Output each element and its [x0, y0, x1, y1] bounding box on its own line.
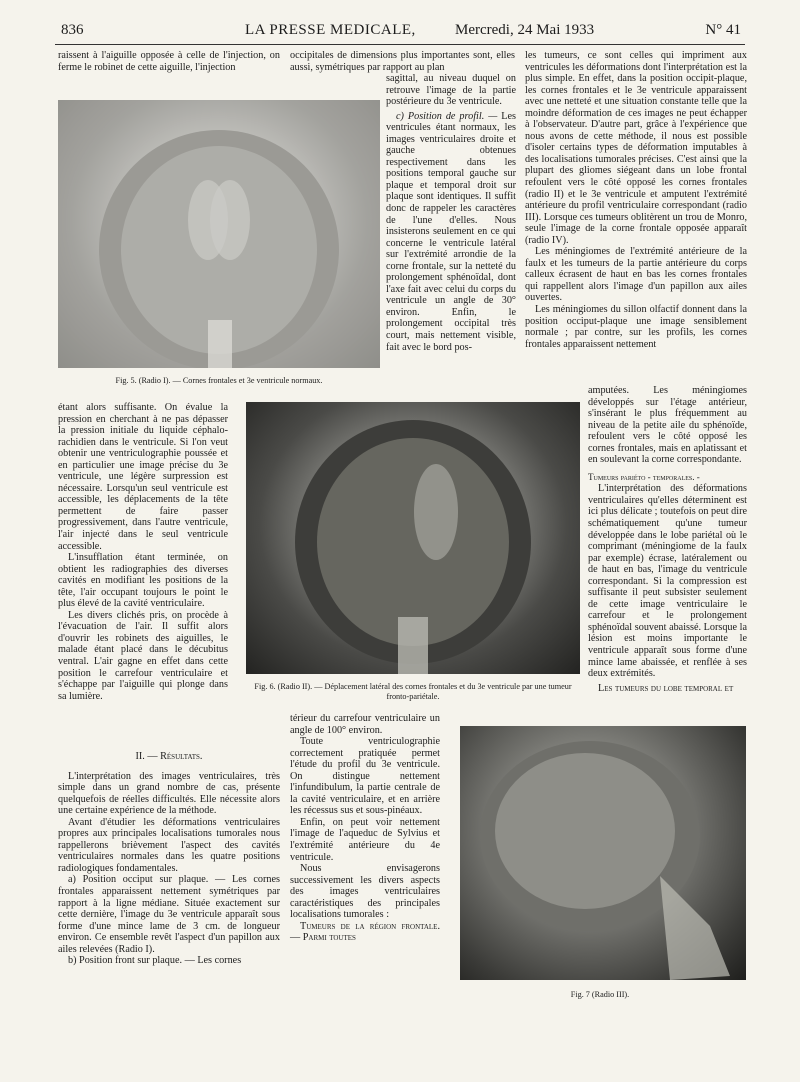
skull-frontal-icon — [246, 402, 580, 674]
page-number: 836 — [61, 22, 84, 38]
paragraph: amputées. Les méningiomes développés sur l'étage antérieur, s'insérant le plus fréquemment au niveau de la petite aile du sphénoïde, refoulent vers le côté opposé les cornes frontales, mais en aplatissant et en soulevant la corne correspondante. — [588, 385, 747, 466]
figure-5-caption: Fig. 5. (Radio I). — Cornes frontales et 3e ventricule normaux. — [115, 376, 323, 385]
middle-column-narrow — [386, 73, 516, 353]
issue-date: Mercredi, 24 Mai 1933 — [455, 22, 595, 38]
figure-5-xray-image — [58, 100, 380, 368]
paragraph — [386, 111, 516, 353]
skull-frontal-icon — [58, 100, 380, 368]
journal-title: LA PRESSE MEDICALE, — [245, 22, 416, 38]
paragraph: étant alors suffisante. On évalue la pression en cherchant à ne pas dépasser la pression initiale du liquide céphalo-rachidien dans le ventricule. Si l'on veut obtenir une ventriculographie poussée et en particulier une image précise du 3e ventricule, une légère surpression est nécessaire. Lorsqu'un seul ventricule est accessible, les déplacements de la tête permettent de faire passer progressivement, dans l'autre ventricule, l'air injecté dans le seul ventricule accessible. — [58, 402, 228, 552]
right-column-top — [525, 50, 747, 350]
paragraph: sagittal, au niveau duquel on retrouve l'image de la partie postérieure du 3e ventricule. — [386, 73, 516, 108]
paragraph: L'interprétation des déformations ventriculaires qu'elles déterminent est ici plus délicate ; toutefois on peut dire schématiquement qu'une tumeur développée dans le lobe pariétal où le comprimant (méningiome de la faulx par exemple) écrase, latéralement ou de haut en bas, l'image du ventricule correspondant. Si la compression est suffisante il peut subsister seulement de cette image ventriculaire le carrefour et le prolongement sphénoïdal souvent abaissé. Lorsque la lésion est moins importante le ventricule apparaît sous forme d'une mince lame abaissée, et renflée à ses deux extrémités. — [588, 483, 747, 680]
paragraph: Toute ventriculographie correctement pratiquée permet l'étude du profil du 3e ventricule. On distingue nettement l'infundibulum, la partie centrale de la cavité ventriculaire, et en arrière les récessus sus et sous-pinéaux. — [290, 736, 440, 817]
paragraph: Les divers clichés pris, on procède à l'évacuation de l'air. Il suffit alors d'ouvrir les robinets des aiguilles, le malade étant placé dans le décubitus ventral. L'air gagne en effet dans cette position le carrefour ventriculaire et s'échappe par l'aiguille qui plonge dans sa lumière. — [58, 609, 228, 702]
skull-profile-icon — [460, 726, 746, 980]
section-heading: Tumeurs pariéto - temporales. - — [588, 471, 700, 482]
paragraph: a) Position occiput sur plaque. — Les cornes frontales apparaissent nettement symétriques par rapport à la ligne médiane. Située exactement sur cette dernière, l'image du 3e ventricule apparaît sous forme d'une mince lame de 3 cm. de longueur environ. Ce ensemble revêt l'aspect d'un papillon aux ailes relevées (Radio I). — [58, 874, 280, 955]
paragraph: térieur du carrefour ventriculaire un angle de 100° environ. — [290, 713, 440, 736]
paragraph: L'interprétation des images ventriculaires, très simple dans un grand nombre de cas, présente quelquefois de réelles difficultés. Elle nécessite alors une certaine expérience de la méthode. — [58, 770, 280, 817]
paragraph: Les tumeurs du lobe temporal et — [598, 682, 734, 694]
paragraph: Enfin, on peut voir nettement l'image de l'aqueduc de Sylvius et l'extrémité antérieure du 4e ventricule. — [290, 816, 440, 863]
paragraph-body: Les ventricules étant normaux, les images ventriculaires droite et gauche obtenues respectivement dans les positions temporal gauche sur plaque et temporal droit sur plaque sont identiques. Il suffit donc de rappeler les caractères de l'une d'elles. Nous insisterons seulement en ce qui concerne le ventricule latéral sur l'extrémité arrondie de la corne frontale, sur la netteté du prolongement sphénoïdal, dont l'axe fait avec celui du corps du ventricule un angle de 30° environ. Enfin, le prolongement occipital très court, mais nettement visible, fait avec le bord pos- — [386, 110, 516, 353]
header-rule — [55, 44, 745, 45]
paragraph: Nous envisagerons successivement les divers aspects des images ventriculaires caractéristiques des principales localisations tumorales : — [290, 863, 440, 921]
paragraph: L'insufflation étant terminée, on obtient les radiographies des diverses cavités en modifiant les positions de la tête, l'air occupant toujours le point le plus élevé de la cavité ventriculaire. — [58, 552, 228, 610]
paragraph: b) Position front sur plaque. — Les cornes — [68, 955, 242, 967]
paragraph: les tumeurs, ce sont celles qui impriment aux ventricules les déformations dont l'interprétation est la plus simple. En effet, dans la position occipit-plaque, les cornes frontales et le 3e ventricule apparaissent avec une netteté et une situation constante telle que la moindre déformation de ces images ne peut échapper à l'observateur. D'autre part, grâce à l'expérience que nous avons de cette méthode, il nous est possible d'isoler certains types de déformation imputables à des localisations tumorales précises. C'est ainsi que la plupart des gliomes siégeant dans un lobe frontal refoulent vers le côté opposé les cornes frontales (radio II) et le 3e ventricule et amputent l'extrémité antérieure du profil ventriculaire correspondant (radio III). Lorsque ces tumeurs oblitèrent un trou de Monro, seule l'image de la corne frontale opposée apparaît (radio IV). — [525, 50, 747, 246]
running-header — [55, 18, 745, 42]
left-column-middle — [58, 402, 228, 702]
issue-number: N° 41 — [705, 22, 741, 38]
subheading: c) Position de profil. — — [396, 110, 498, 122]
paragraph: Les méningiomes du sillon olfactif donnent dans la position occiput-plaque une image sensiblement normale ; par contre, sur les profils, les cornes frontales apparaissent nettement — [525, 304, 747, 350]
paragraph: Les méningiomes de l'extrémité antérieure de la faulx et les tumeurs de la partie antérieure du corps calleux écrasent de haut en bas les cornes frontales qui rappellent alors l'image d'un papillon aux ailes ouvertes. — [525, 246, 747, 304]
figure-7-xray-image — [460, 726, 746, 980]
left-column-top — [58, 50, 280, 73]
paragraph: occipitales de dimensions plus importantes sont, elles aussi, symétriques par rapport au plan — [290, 50, 515, 73]
paragraph: Tumeurs de la région frontale. — Parmi toutes — [290, 920, 440, 944]
left-column-bottom — [58, 743, 280, 967]
right-column-narrow — [588, 385, 747, 694]
figure-6-xray-image — [246, 402, 580, 674]
middle-column-bottom — [290, 713, 440, 944]
figure-6-caption: Fig. 6. (Radio II). — Déplacement latéral des cornes frontales et du 3e ventricule par une tumeur fronto-pariétale. — [254, 682, 572, 701]
section-heading: II. — Résultats. — [135, 751, 203, 762]
figure-7-caption: Fig. 7 (Radio III). — [570, 990, 630, 999]
paragraph: Avant d'étudier les déformations ventriculaires propres aux principales localisations tumorales nous rappellerons brièvement l'aspect des cavités ventriculaires normales dans les quatre positions radiologiques fondamentales. — [58, 816, 280, 874]
middle-column-top — [290, 50, 515, 73]
paragraph: raissent à l'aiguille opposée à celle de l'injection, on ferme le robinet de cette aiguille, l'injection — [58, 50, 280, 73]
